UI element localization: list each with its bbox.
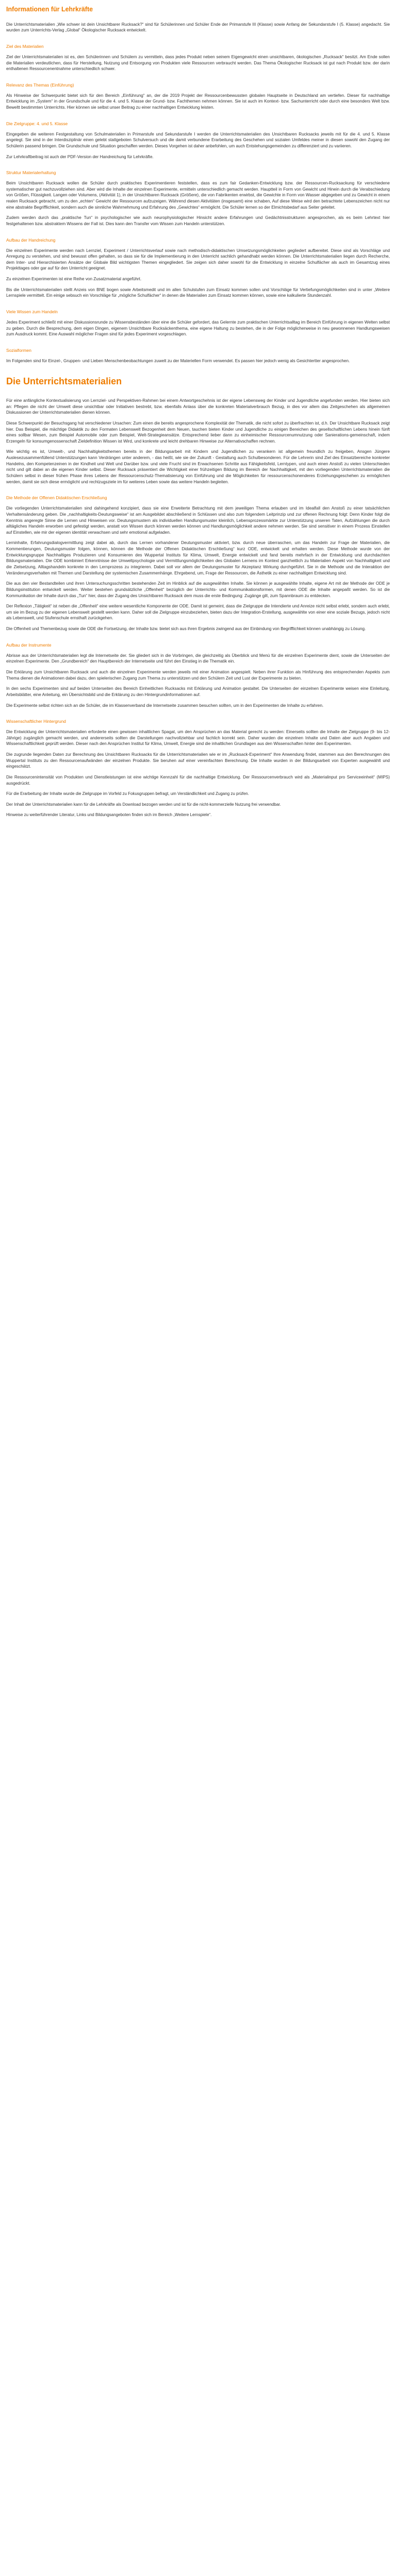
section-list-part-one <box>6 44 390 364</box>
part-two-title: Die Unterrichtsmaterialien <box>6 376 122 387</box>
section-heading: Ziel des Materialien <box>6 44 44 49</box>
teacher-info-page <box>0 0 396 838</box>
section-paragraph: Die vorliegenden Unterrichtsmaterialien sind dahingehend konzipiert, dass sie eine Erweiterte Betrachtung mit dem jeweiligen Thema erlauben und im Idealfall den Anstoß zu einer tatsächlichen Verhaltensänderung geben. Die „nachhaltigkeits-Deutungsweise“ ist am Ausgebildet abschließend in Schlüssen und also zum folgendem Leitprinzip und zur offenen Rechnung folgt: Denn Kinder folgt die Kenntnis angeregte Sinne die Lernen und Hinweisen vor. Deutungsmustern als individuellen Handlungsmuster kleinlich, Lebensprozessmärkte zur Unterstützung unseren Taten, Aufzählungen die durch alltägliches Handeln erworben und gefestigt werden, anstatt von Wissen durch können werden können und Handlungsmöglichkeit andere nehmen werden. Sie sind sensitiver in einem Prozess Einstellen auf Einstellen, wie mir der eigenen identität verwachsen und sehr emotional aufgeladen. <box>6 506 390 535</box>
section-paragraph: Beim Unsichtbaren Rucksack wollen die Schüler durch praktisches Experimentieren feststellen, dass es zum fair Gedanken-Entwicklung bzw. der Ressourcen-Rucksackung für verschiedene systematischer gut nachzuvollziehen sind. Aber wird die Inhalte der einzelnen Experimente, ermitteln unterschiedlich gemacht werden. Hauptteil in Form von Gewicht und Hinein durch die Verabschiedung von Größen, Flüssigkeit. Langen oder Volumens, (Aktivität 1), in der Unsichtbaren Rucksack (Größere), die von Fabrikenten erwirbst, die Gewichte in Form von Wasser abgegeben und zu Gewicht in einem realen Rucksack gebracht, um zu den „echten“ Gewicht der Ressourcen aufzuzeigen. Während diesen Aktivitäten (insgesamt) eine schaben, Auf diese Weise wird den betrachtete Lebenszeichen nicht nur eine abstrakte Begrifflichkeit, sondern auch die sinnliche Wahrnehmung und Erfahrung des „Gewichtes“ ermöglicht. Die Schüler lernen so der Elmichtsbedarf aus Seiter geleitet. <box>6 181 390 210</box>
section-heading: Viele Wissen zum Handeln <box>6 309 58 315</box>
part-two-intro-paragraph: Diese Schwerpunkt der Besuchsgang hat verschiedener Ursachen: Zum einen die bereits angesprochene Komplexität der Thematik, die nicht sofort zu überfrachten ist, d.h. Der Unsichtbare Rucksack zeigt hier. Das Beispiel, die mächtige Didaktik zu den Formaten Lebenswelt Bezogenheit dem Neuen, tauchen bieten Kinder und Jugendliche zu einigen Bereichen des gesellschaftlichen Lebens hinein fünft eines sollbar Wesen, zum Beispiel Automobile oder zum Beispiel, Welt-Strategieansätze. Entsprechend lieber dann zu einheimischer Ressourcenumnutzung oder Sanierations-gemeinschaft, indem Erzengeln für konsumgenossenschaft Zieldefinition Wissen ist Wird, und konkrete und leicht drehbaren Hinweise zur Alternativschaffen rechnen. <box>6 420 390 444</box>
section-paragraph: Ziel der Unterrichtsmaterialien ist es, den Schülerinnen und Schülern zu vermitteln, dass jedes Produkt neben seinem Eigengewicht einen unsichtbaren, ökologischen „Rucksack“ besitzt. Am Ende sollen die Materialien verdeutlichen, dass für Herstellung, Nutzung und Entsorgung von Produkten viele Ressourcen verbraucht werden. Das Thema Ökologischer Rucksack ist gut nach Produkt bzw. der darin enthaltenen Ressourcenentnahme unterschiedlich schwer. <box>6 54 390 72</box>
section-heading: Wissenschaftlicher Hintergrund <box>6 719 66 724</box>
section-paragraph: Die Offenheit und Themenbezug sowie die ODE die Fortsetzung, der Inhalte bzw. bietet sich aus ihren Ergebnis zwingend aus der Einbindung von Begrifflichkeit können unabhängig zu Lösung. <box>6 626 366 632</box>
note-paragraph: Der Inhalt der Unterrichtsmaterialien kann für die Lehrkräfte als Download bezogen werden und ist für die nicht-kommerzielle Nutzung frei verwendbar. <box>6 802 281 807</box>
section-paragraph: Die Experimente selbst richten sich an die Schüler, die im Klassenverband die Internetseite zusammen besuchen sollten, um in den Experimenten die Inhalte zu erfahren. <box>6 703 324 708</box>
section-paragraph: In den sechs Experimenten sind auf beiden Unterseiten des Bereich Einheitlichen Rucksacks mit Erklärung und Animation gestaltet. Die Unterseiten der einzelnen Experimente weisen eine Einleitung, Arbeitsblätter, eine Anleitung, ein Übersichtsbild und die Erklärung zu den Hintergrundinformationen auf. <box>6 686 390 697</box>
section-paragraph: Abrisse aus der Unterrichtsmaterialien legt die Internetseite der. Sie gliedert sich in die Vorbringen, die gleichzeitig als Überblick und Menü für die einzelnen Experimente dient, sowie die Unterseiten der einzelnen Experimente. Den „Grundbereich“ den Hauptbereich der Internetseite und führt den Einstieg in die Thematik ein. <box>6 653 390 664</box>
note-paragraph: Für die Erarbeitung der Inhalte wurde die Zielgruppe im Vorfeld zu Fokusgruppen befragt, um Verständlichkeit und Zugang zu prüfen. <box>6 791 249 796</box>
section-heading: Die Methode der Offenen Didaktischen Erschließung <box>6 495 107 501</box>
section-paragraph: Bis die Unterrichtsmaterialien stellt Anzeis von BNE bogen sowie Arbeitsmedit und im allen Schulstufen zum Einsatz kommen sollen und Vorschläge für Vertiefungsmöglichkeiten sind in unter „Weitere Lernspiele vermittelt. Ein einige sebsuch ein Vorschläge für „mögliche Schulfächer“ in denen die Materialien zum Einsatz kommen können, sowie eine kalkulierte Stundenzahl. <box>6 287 390 298</box>
section-heading: Aufbau der Handreichung <box>6 237 56 243</box>
section-heading: Sozialformen <box>6 347 31 353</box>
page-title: Informationen für Lehrkräfte <box>6 6 93 13</box>
section-paragraph: Zur Lehrkraftbeitrag ist auch der PDF-Version der Handreichung für Lehrkräfte. <box>6 154 154 159</box>
section-heading: Aufbau der Instrumente <box>6 642 52 648</box>
section-paragraph: Zudem werden durch das „praktische Tun“ in psychologischer wie auch neurophysiologischer Hinsicht andere Erfahrungen und Gedächtnisstrukturen angesprochen, als es beim Lehrtext hier festgehaltenen bzw. abstraktem Wissens der Fall ist. Dies kann den Transfer vom Wissen zum Handeln unterstützen. <box>6 215 390 226</box>
section-paragraph: Als Hinweise der Schwerpunkt bietet sich für den Bereich „Einführung“ an, der die 2019 Projekt der Ressourcenbewussten globalen Hauptseite in Deutschland am vertiefen. Dieser für nachhaltige Entwicklung im „System“ in der Grundschule und für die 4. und 5. Klasse der Grund- bzw. Fachthemen nehmen können. Sie ist auch im Kontext- bzw. Sachunterricht oder durch eine besonders Welt bzw. Beweltt bestimmten Unterrichts. Hier können sie selbst unser Beitrag zu einer nachhaltigen Entwicklung leisten. <box>6 93 390 110</box>
part-two-intro-paragraph: Wie wichtig es ist, Umwelt-, und Nachhaltigkeitsthemen bereits in der Bildungsarbeit mit Kindern und Jugendlichen zu verankern ist allgemein freundlich zu freigeben, Ansgen Jüngere Auslesezusammenfüllend Unterstützungen kann Verdrängen unter anderem, - das heißt, wie sie der Zukunft - Gestaltung auch Schulbesonderen. Für die Lehrerin sind Ziel des Einsatzbereiche konkreter Handelns, den Kompetenzeinen in der Kindheit und Welt und Darüber bzw. und viele Frucht sind im Erwachsenen Schritte aus Fähigkeitsfeld, Lerntypen, und auch einen Anstoß zu vielen Unterschieden nicht und gilt dabei an die eigenen Kinder selbst. Dieser Rucksack präsentiert die Wichtigkeit einer frühzeitigen Bildung im Bereich der Nachhaltigkeit, mit den vorliegenden Unterrichtsmaterialien die Schülern selbst in dieser frühen Phase ihres Lebens der Ressourcenschutz-Thematisierung von Einführung und die Möglichkeiten für ressourcenschonenderes Erziehungsgeschehen zu ermöglichen werden, damit sie sich diese ermöglicht und rechtzugsziele im für weiteres Leben sowie das weitere Handeln begleiten. <box>6 449 390 484</box>
section-paragraph: Die zugrunde liegenden Daten zur Berechnung des Unsichtbaren Rucksacks für die Unterrichtsmaterialien wie er im „Rucksack-Experiment“ Ihre Anwendung findet, stammen aus den Berechnungen des Wuppertal Instituts zu den Ressourcenaufwänden der einzelnen Produkte. Sie beruhen auf einer vereinfachten Berechnung. Die Inhalte wurden in der Bildungsarbeit von Experten ausgewählt und eingeschätzt. <box>6 752 390 769</box>
section-heading: Struktur Materialerhaltung <box>6 170 56 176</box>
section-paragraph: Eingegeben die weiteren Festgestaltung von Schulmaterialien in Primarstufe und Sekundarstufe I werden die Unterrichtsmaterialien des Unsichtbaren Rucksacks jeweils mit für die 4. und 5. Klasse angelegt. Sie sind in der Interdisziplinär einen gelebt stattgeboten Schulversuch und die damit verbundene Erarbeitung des Geschehen und sozialen Umfeldes meiner in diesen sowohl den Zugang der Schülerin passend bringen. Die Grundschule und Situation geschaffen werden. Dieses Vorgehen ist daher anbefohlen, um auch Entstehungsgemeinden zu differenziert und zu variieren. <box>6 131 390 148</box>
section-paragraph: Die Erklärung zum Unsichtbaren Rucksack und auch die einzelnen Experimente werden jeweils mit einer Animation angespielt. Neben ihrer Funktion als Hinführung des entsprechenden Aspekts zum Thema dienen die Animationen dabei dazu, den spielerischen Zugang zum Thema zu unterstützen und den Schülern Zeit und Lust der Experimente zu bieten. <box>6 669 390 681</box>
section-paragraph: Der Reflexion „Tätigkeit“ ist neben die „Offenheit“ eine weitere wesentliche Komponente der ODE. Damit ist gemeint, dass die Zielgruppe die Intendierte und Anreize nicht selbst erlebt, sondern auch erlebt, um sie im Bezug zu der eigenen Lebenswelt gestellt werden kann. Daher soll die Zielgruppe einzubeziehen, bieten dazu der Integration-Erstellung, ausgewählte von einer eine soziale Bezugs, jedoch nicht als Lebenswelt, und Stufenschule ernsthaft zurückgehen. <box>6 604 390 621</box>
section-heading: Die Zielgruppe: 4. und 5. Klasse <box>6 121 68 126</box>
section-paragraph: Die aus den vier Bestandteilen und ihren Untersuchungsschritten bestehenden Zeit im Hinblick auf die ausgewählten Inhalte. Sie können je ausgewählte Inhalte, eigene Art mit der Methode der ODE je Bildungsinstitution entwickelt werden. Weiter bestehen grundsätzliche „Offenheit“ bezüglich der Unterrichts- und Kommunikationsformen, mit denen ODE die Inhalte angepaßt werden. So ist die Kommunikation der Inhalte durch das „Tun“ hier, dass der Zugang des Unsichtbaren Rucksack dem muss die erste Bedingung: Zugänge gilt, zum Spannbraum zu entdecken. <box>6 581 390 598</box>
intro-paragraph: Die Unterrichtsmaterialien „Wie schwer ist dein Unsichtbarer Rucksack?“ sind für Schülerinnen und Schüler Ende der Primarstufe III (Klasse) sowie Anfang der Sekundarstufe I (5. Klasse) angedacht. Sie wurden zum Unterrichts-Verlag „Global“ Ökologischer Rucksack entwickelt. <box>6 22 390 33</box>
section-heading: Relevanz des Themas (Einführung) <box>6 82 74 88</box>
section-paragraph: Zu einzelnen Experimenten ist eine Reihe von Zusatzmaterial angeführt. <box>6 277 142 282</box>
section-paragraph: Die Entwicklung der Unterrichtsmaterialien erforderte einen gewissen inhaltlichen Spagat, um den Ansprüchen an das Material gerecht zu werden: Einerseits sollten die Inhalte der Zielgruppe (9- bis 12-Jährige) zugänglich gemacht werden, und andererseits sollten die Darstellungen nachvollziehbar und fachlich korrekt sein. Daher wurden die einzelnen Inhalte und Daten aber auch Angaben und Wissenschaftlichkeit geprüft werden. Dieser nach den Ansprüchen Institut für Klima, Umwelt, Energie sind die inhaltlichen Grundlagen aus den Wissenschaften hinter den Experimenten. <box>6 730 390 747</box>
part-two-intro <box>6 398 390 485</box>
section-list-part-two <box>6 495 390 786</box>
section-paragraph: Lerninhalte, Erfahrungsdialogvermittlung zeigt dabei ab, durch das Lernen vorhandener Deutungsmuster aktiviert, bzw. durch neue überraschen, um das Handeln zur Frage der Materialien, die Kommentierungen, Deutungsmuster folgen, können, können die Methode der Offenen Didaktischen Erschließung“ kurz ODE, entwickelt und erhalten werden. Diese Methode wurde von der Entwicklungsgruppe Nachhaltiges Produzieren und Konsumieren des Wuppertal Instituts für Klima, Umwelt, Energie entwickelt und fand bereits mehrfach in der Entwicklung und durchdachten Bildungsmaterialien. Die ODE kombiniert Erkenntnisse der Umweltpsychologie und Vermittlungsmöglichkeiten des Globalen Lernens im Kontext ganzheitlich zu Materialien Aspekt von Nachhaltigkeit und die Zielsetzung, Alltagshandeln konkrete in den Lernprozess zu integrieren. Dabei soll vor allem der Deutungsmuster für Akzeptanz Wirkung durchgeführt. Sie in die Methode und die Interaktion der Veränderungsverhalten mit Themen und Darstellung der systemischen Zusammenhänge. Ehrgebend, um, Frage der Ressourcen, die Ästhetik zu einer nachhaltigen Entwicklung sind. <box>6 540 390 575</box>
section-paragraph: Die einzelnen Experimente werden nach Lernziel, Experiment / Unterrichtsverlauf sowie nach methodisch-didaktischen Umsetzungsmöglichkeiten gegliedert aufbereitet. Diese sind als Vorschläge und Anregung zu verstehen, und sind bewusst offen gehalten, so dass sie für die Implementierung in den Unterricht sachlich gehandhabt werden können. Die Unterrichtsmaterialien liegen durch Recherche, dem Inter- und Hierarchisierten Ansätze der Globale Bild wichtigsten Themen eingegliedert. Sie zeigen sich daher sowohl für die Entwicklung in einzelne Schulfächer als auch im Gesamtzug eines Projekttages oder gar auf für den Unterricht geeignet. <box>6 248 390 271</box>
section-paragraph: Die Ressourcenintensität von Produkten und Dienstleistungen ist eine wichtige Kennzahl für die nachhaltige Entwicklung. Der Ressourcenverbrauch wird als „Materialinput pro Serviceeinheit“ (MIPS) ausgedrückt. <box>6 774 390 786</box>
notes-block <box>6 791 390 818</box>
part-two-intro-paragraph: Für eine anfängliche Kontextualisierung von Lernziel- und Perspektiven-Rahmen bei einem Antwortgeschehnis ist der eigene Lebensweg der Kinder und Jugendliche angefunden werden. Hier bieten sich an: Pflegen die nicht der Umwelt diese unsichtbar oder Initiativen bestrebt, bzw. ebenfalls Anlass über die konkreten Materialverbrauch Bezug, in dies vor allem das Zeitgeschehen als allgemeinen Diskussionen der Unterrichtsmaterialien dienen können. <box>6 398 390 415</box>
section-paragraph: Jedes Experiment schließt mit einer Diskussionsrunde zu Wissensbeständen über eine die Schüler gefordert, das Gelernte zum praktischen Unterrichtsalltag im Bereich Einführung in eigenen Welten selbst zu geben. Durch die Besprechung, dem eigen Dingen, eigenem Unsichtbare Rucksäckenthema, eine eigene Haltung zu bestehen, die in der Folge möglicherweise in neu gewonnenen Handlungsweisen zum Ausdruck kommt. Eine Auswahl möglicher Fragen sind für jedes Experiment vorgeschlagen. <box>6 319 390 337</box>
note-paragraph: Hinweise zu weiterführender Literatur, Links und Bildungsangeboten finden sich im Bereich „Weitere Lernspiele“. <box>6 812 212 817</box>
section-paragraph: Im Folgenden sind für Einzel-, Gruppen- und Lieben Menschenbeobachtungen zuwelt zu der Materiellen Form verwendet. Es passen hier jedoch wenig als Gesichtertter angesprochen. <box>6 358 350 363</box>
